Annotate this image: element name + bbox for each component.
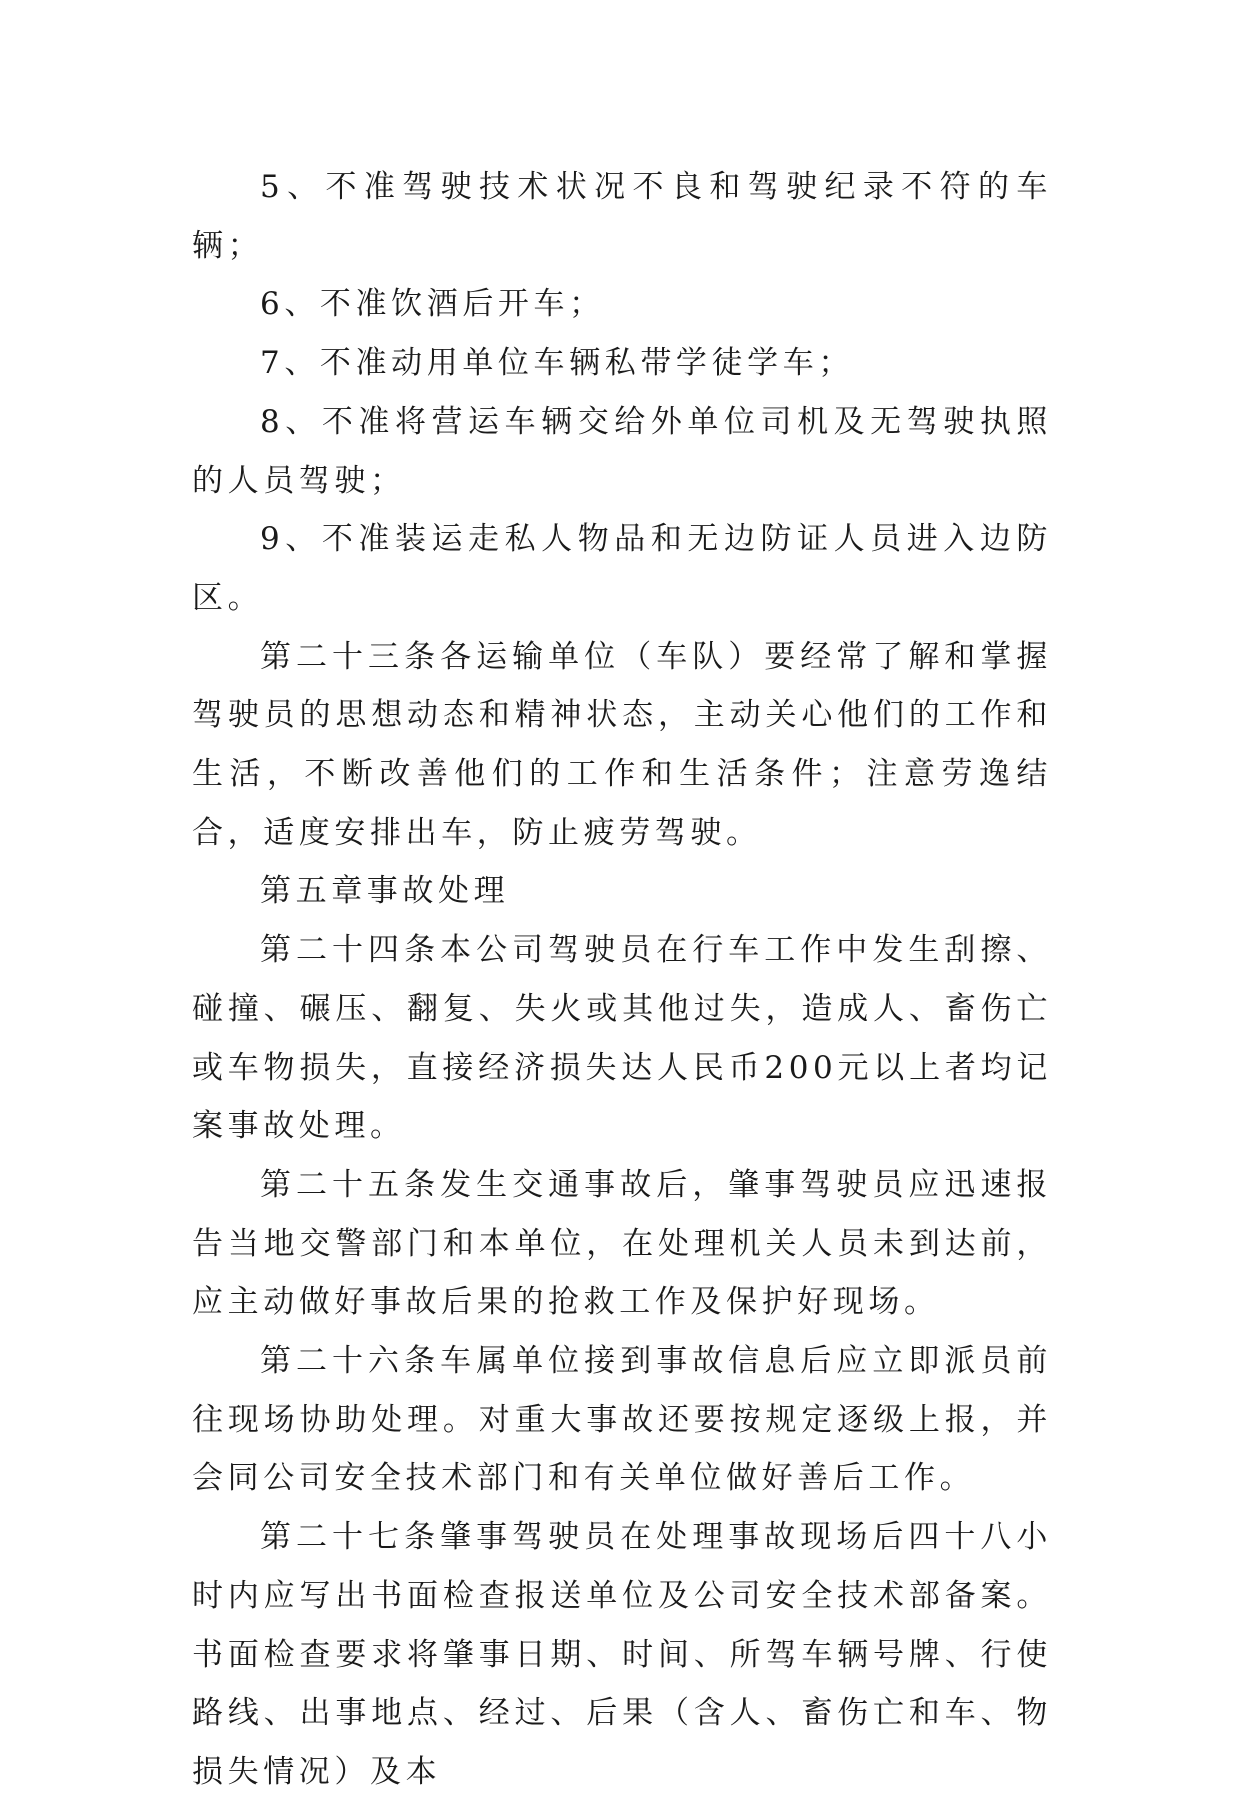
paragraph-article-23: 第二十三条各运输单位（车队）要经常了解和掌握驾驶员的思想动态和精神状态，主动关心他们的工作和生活，不断改善他们的工作和生活条件；注意劳逸结合，适度安排出车，防止疲劳驾驶。 [192,638,1052,851]
chapter-heading: 第五章事故处理 [260,873,510,910]
paragraph-rule-5: 5、不准驾驶技术状况不良和驾驶纪录不符的车辆； [192,169,1052,264]
paragraph-rule-6: 6、不准饮酒后开车； [260,286,605,323]
paragraph-article-27: 第二十七条肇事驾驶员在处理事故现场后四十八小时内应写出书面检查报送单位及公司安全技术部备案。书面检查要求将肇事日期、时间、所驾车辆号牌、行使路线、出事地点、经过、后果（含人、畜伤亡和车、物损失情况）及本 [192,1519,1052,1790]
document-body [192,158,1052,1802]
paragraph-article-25: 第二十五条发生交通事故后，肇事驾驶员应迅速报告当地交警部门和本单位，在处理机关人员未到达前，应主动做好事故后果的抢救工作及保护好现场。 [192,1166,1052,1321]
paragraph-rule-7: 7、不准动用单位车辆私带学徒学车； [260,345,854,382]
paragraph-article-26: 第二十六条车属单位接到事故信息后应立即派员前往现场协助处理。对重大事故还要按规定逐级上报，并会同公司安全技术部门和有关单位做好善后工作。 [192,1343,1052,1497]
paragraph-rule-8: 8、不准将营运车辆交给外单位司机及无驾驶执照的人员驾驶； [192,403,1052,499]
paragraph-article-24: 第二十四条本公司驾驶员在行车工作中发生刮擦、碰撞、碾压、翻复、失火或其他过失，造成人、畜伤亡或车物损失，直接经济损失达人民币200元以上者均记案事故处理。 [192,932,1052,1145]
paragraph-rule-9: 9、不准装运走私人物品和无边防证人员进入边防区。 [192,521,1052,616]
